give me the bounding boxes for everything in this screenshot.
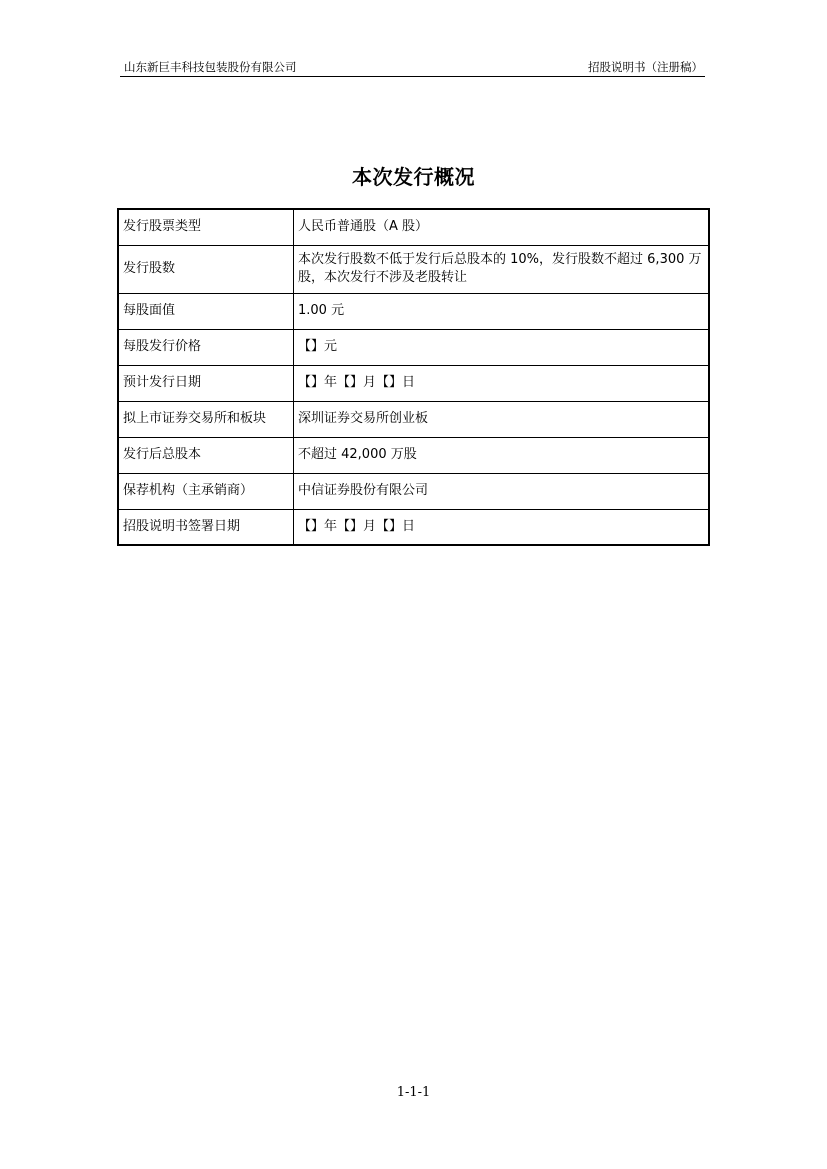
table-row (118, 293, 709, 329)
company-name: 山东新巨丰科技包装股份有限公司 (124, 60, 297, 74)
row-value: 深圳证券交易所创业板 (294, 401, 710, 437)
row-label: 保荐机构（主承销商） (118, 473, 294, 509)
row-label: 每股面值 (118, 293, 294, 329)
document-type: 招股说明书（注册稿） (588, 60, 703, 74)
row-value: 中信证券股份有限公司 (294, 473, 710, 509)
table-row (118, 437, 709, 473)
row-value: 不超过 42,000 万股 (294, 437, 710, 473)
row-value: 人民币普通股（A 股） (294, 209, 710, 245)
table-row (118, 509, 709, 545)
page-header (120, 58, 705, 77)
table-row (118, 329, 709, 365)
row-value: 1.00 元 (294, 293, 710, 329)
row-value: 【】年【】月【】日 (294, 365, 710, 401)
page-number: 1-1-1 (396, 1085, 431, 1100)
row-label: 发行后总股本 (118, 437, 294, 473)
offering-overview-table (117, 208, 710, 546)
page-title: 本次发行概况 (352, 165, 475, 189)
row-value: 【】元 (294, 329, 710, 365)
table-row (118, 245, 709, 293)
row-label: 每股发行价格 (118, 329, 294, 365)
row-label: 发行股数 (118, 245, 294, 293)
row-label: 预计发行日期 (118, 365, 294, 401)
table-row (118, 401, 709, 437)
table-row (118, 473, 709, 509)
table-row (118, 365, 709, 401)
table-row (118, 209, 709, 245)
row-value: 本次发行股数不低于发行后总股本的 10%，发行股数不超过 6,300 万股，本次发行不涉及老股转让 (294, 245, 710, 293)
row-label: 招股说明书签署日期 (118, 509, 294, 545)
row-label: 拟上市证券交易所和板块 (118, 401, 294, 437)
row-label: 发行股票类型 (118, 209, 294, 245)
row-value: 【】年【】月【】日 (294, 509, 710, 545)
